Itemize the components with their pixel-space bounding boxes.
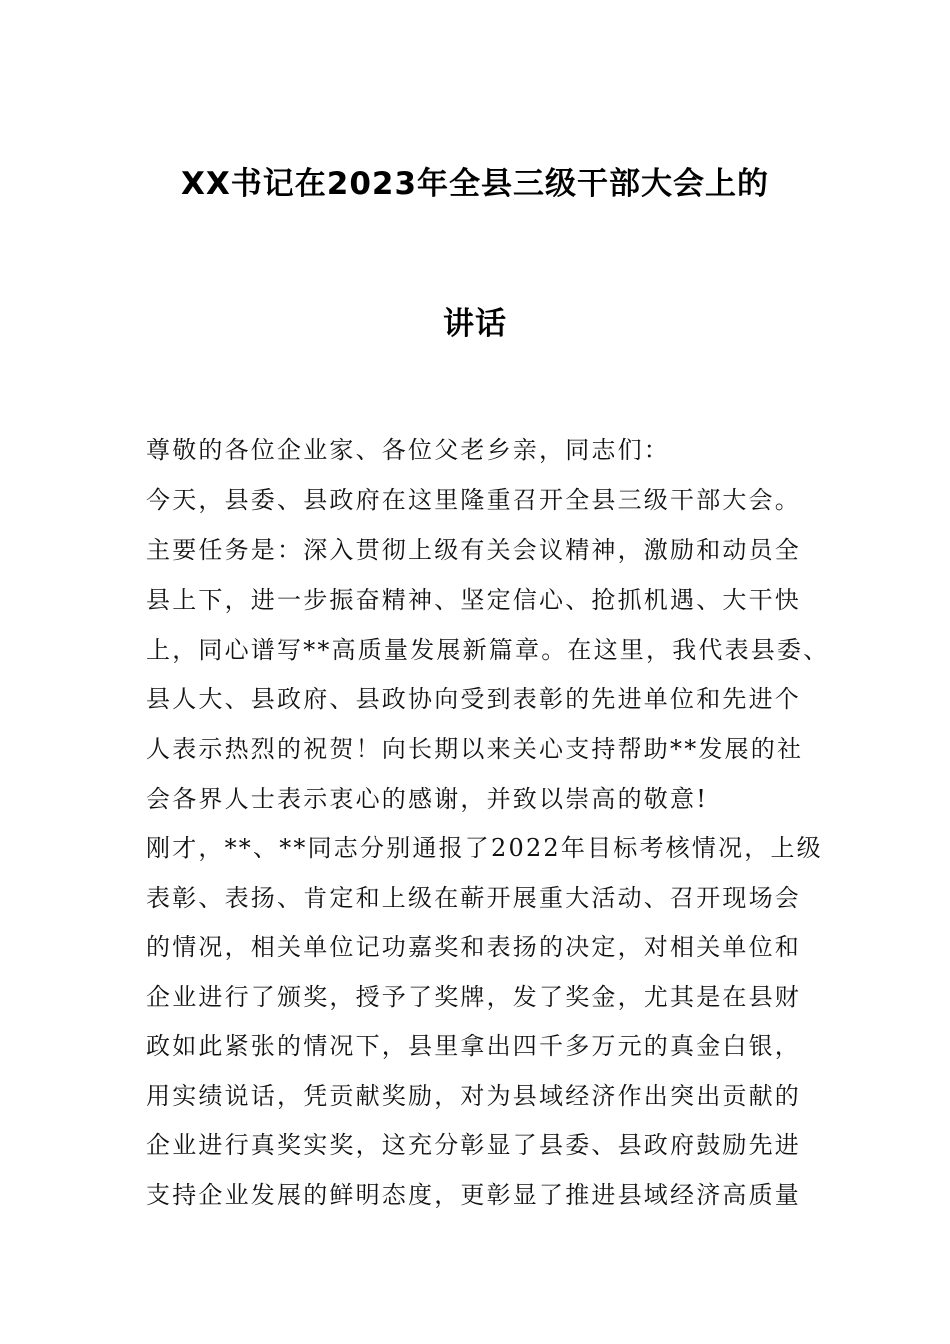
body-text-line: 人表示热烈的祝贺！向长期以来关心支持帮助**发展的社: [146, 735, 804, 763]
body-text-line: 县人大、县政府、县政协向受到表彰的先进单位和先进个: [146, 685, 801, 713]
document-title-line-1: XX书记在2023年全县三级干部大会上的: [180, 166, 770, 202]
body-text-line: 表彰、表扬、肯定和上级在蕲开展重大活动、召开现场会: [146, 884, 801, 912]
document-title-line-2: 讲话: [443, 306, 507, 342]
body-text-line: 的情况，相关单位记功嘉奖和表扬的决定，对相关单位和: [146, 933, 801, 961]
salutation-line: 尊敬的各位企业家、各位父老乡亲，同志们：: [146, 436, 670, 464]
body-text-line: 主要任务是：深入贯彻上级有关会议精神，激励和动员全: [146, 536, 801, 564]
body-text-line: 政如此紧张的情况下，县里拿出四千多万元的真金白银，: [146, 1032, 801, 1060]
body-text-line: 企业进行真奖实奖，这充分彰显了县委、县政府鼓励先进: [146, 1131, 801, 1159]
body-text-line: 用实绩说话，凭贡献奖励，对为县域经济作出突出贡献的: [146, 1082, 801, 1110]
body-text-line: 会各界人士表示衷心的感谢，并致以崇高的敬意!: [146, 785, 709, 813]
body-text-line: 上，同心谱写**高质量发展新篇章。在这里，我代表县委、: [146, 636, 830, 664]
body-text-line: 企业进行了颁奖，授予了奖牌，发了奖金，尤其是在县财: [146, 983, 801, 1011]
body-text-line: 今天，县委、县政府在这里隆重召开全县三级干部大会。: [146, 486, 801, 514]
body-text-line: 县上下，进一步振奋精神、坚定信心、抢抓机遇、大干快: [146, 586, 801, 614]
body-text-line: 刚才，**、**同志分别通报了2022年目标考核情况，上级: [146, 834, 823, 862]
body-text-line: 支持企业发展的鲜明态度，更彰显了推进县域经济高质量: [146, 1181, 801, 1209]
